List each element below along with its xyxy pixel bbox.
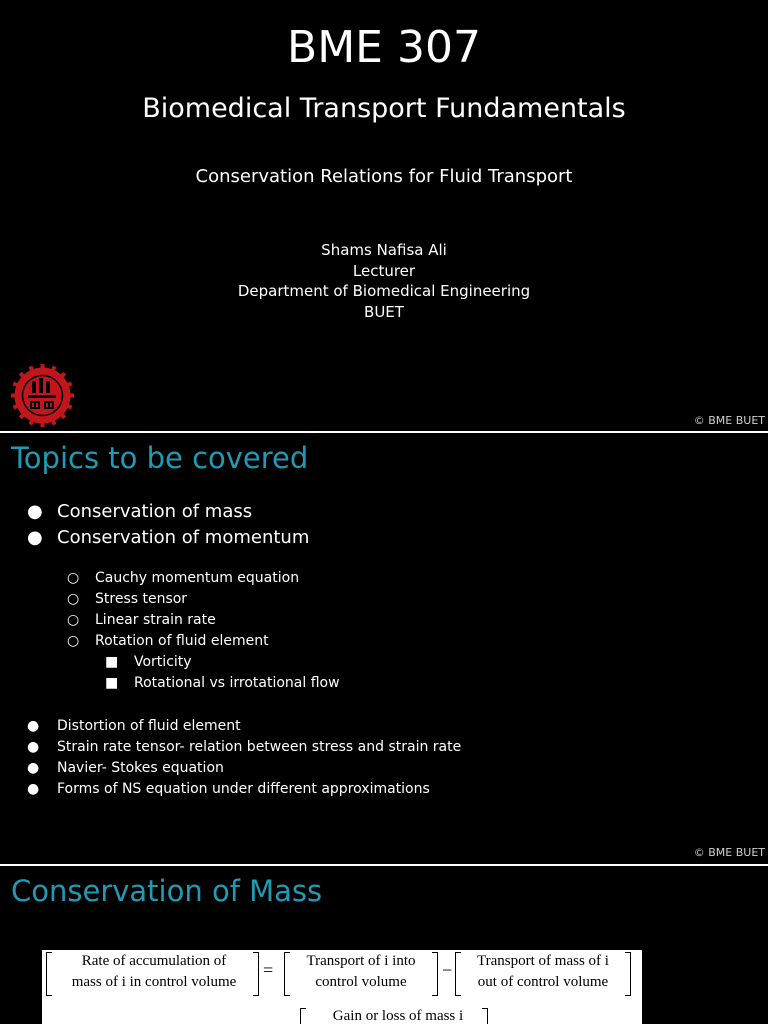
buet-logo-icon bbox=[10, 363, 75, 428]
course-name-subtitle: Biomedical Transport Fundamentals bbox=[142, 93, 626, 124]
equation-term-gain-loss: Gain or loss of mass i bbox=[332, 1008, 464, 1024]
author-name: Shams Nafisa Ali bbox=[321, 241, 447, 259]
bullet-dot-icon: ● bbox=[27, 501, 43, 522]
topics-slide: Topics to be covered ● Conservation of mass ● Conservation of momentum ○ Cauchy momentum equation ○ Stress tensor ○ Linear strain rate ○ Rotation of fluid element ■ Vorticity ■ Rotational vs irrotational flow ● Distortion of fluid element ● Strain rate tensor- relation between stress and strain rate ● Navier- Stokes equation ● Forms of NS equation under different approximations © BME BUET bbox=[0, 433, 768, 864]
bullet-dot-icon: ● bbox=[27, 527, 43, 548]
slide-heading: Conservation of Mass bbox=[11, 874, 323, 908]
bracket-left bbox=[300, 1008, 306, 1024]
bracket-right bbox=[432, 952, 438, 996]
bracket-right bbox=[625, 952, 631, 996]
bracket-left bbox=[46, 952, 52, 996]
author-position: Lecturer bbox=[352, 261, 416, 280]
bracket-right bbox=[253, 952, 259, 996]
bullet-dot-icon: ● bbox=[27, 760, 40, 776]
bullet-circle-icon: ○ bbox=[67, 612, 80, 628]
bullet-dot-icon: ● bbox=[27, 718, 40, 734]
author-institution: BUET bbox=[364, 302, 404, 321]
equation-term-transport-out: Transport of mass of i out of control volume bbox=[477, 953, 609, 990]
bullet-circle-icon: ○ bbox=[67, 633, 80, 649]
bullet-square-icon: ■ bbox=[105, 675, 119, 691]
equation-lhs: Rate of accumulation of mass of i in control volume bbox=[71, 953, 237, 990]
copyright-notice: © BME BUET bbox=[693, 414, 765, 427]
copyright-notice: © BME BUET bbox=[693, 846, 765, 859]
slide-heading: Topics to be covered bbox=[11, 441, 309, 475]
minus-sign: − bbox=[442, 960, 453, 980]
mass-balance-equation bbox=[42, 950, 642, 1024]
course-code-title: BME 307 bbox=[287, 22, 481, 73]
bullet-dot-icon: ● bbox=[27, 739, 40, 755]
bullet-square-icon: ■ bbox=[105, 654, 119, 670]
author-department: Department of Biomedical Engineering bbox=[237, 282, 531, 300]
bullet-circle-icon: ○ bbox=[67, 591, 80, 607]
equation-term-transport-in: Transport of i into control volume bbox=[306, 953, 416, 990]
conservation-mass-slide bbox=[0, 866, 768, 1024]
title-slide bbox=[0, 0, 768, 431]
lecture-topic: Conservation Relations for Fluid Transport bbox=[195, 166, 573, 187]
bullet-circle-icon: ○ bbox=[67, 570, 80, 586]
equals-sign: = bbox=[263, 960, 274, 980]
bullet-dot-icon: ● bbox=[27, 781, 40, 797]
author-block bbox=[0, 240, 768, 322]
bracket-right bbox=[482, 1008, 488, 1024]
